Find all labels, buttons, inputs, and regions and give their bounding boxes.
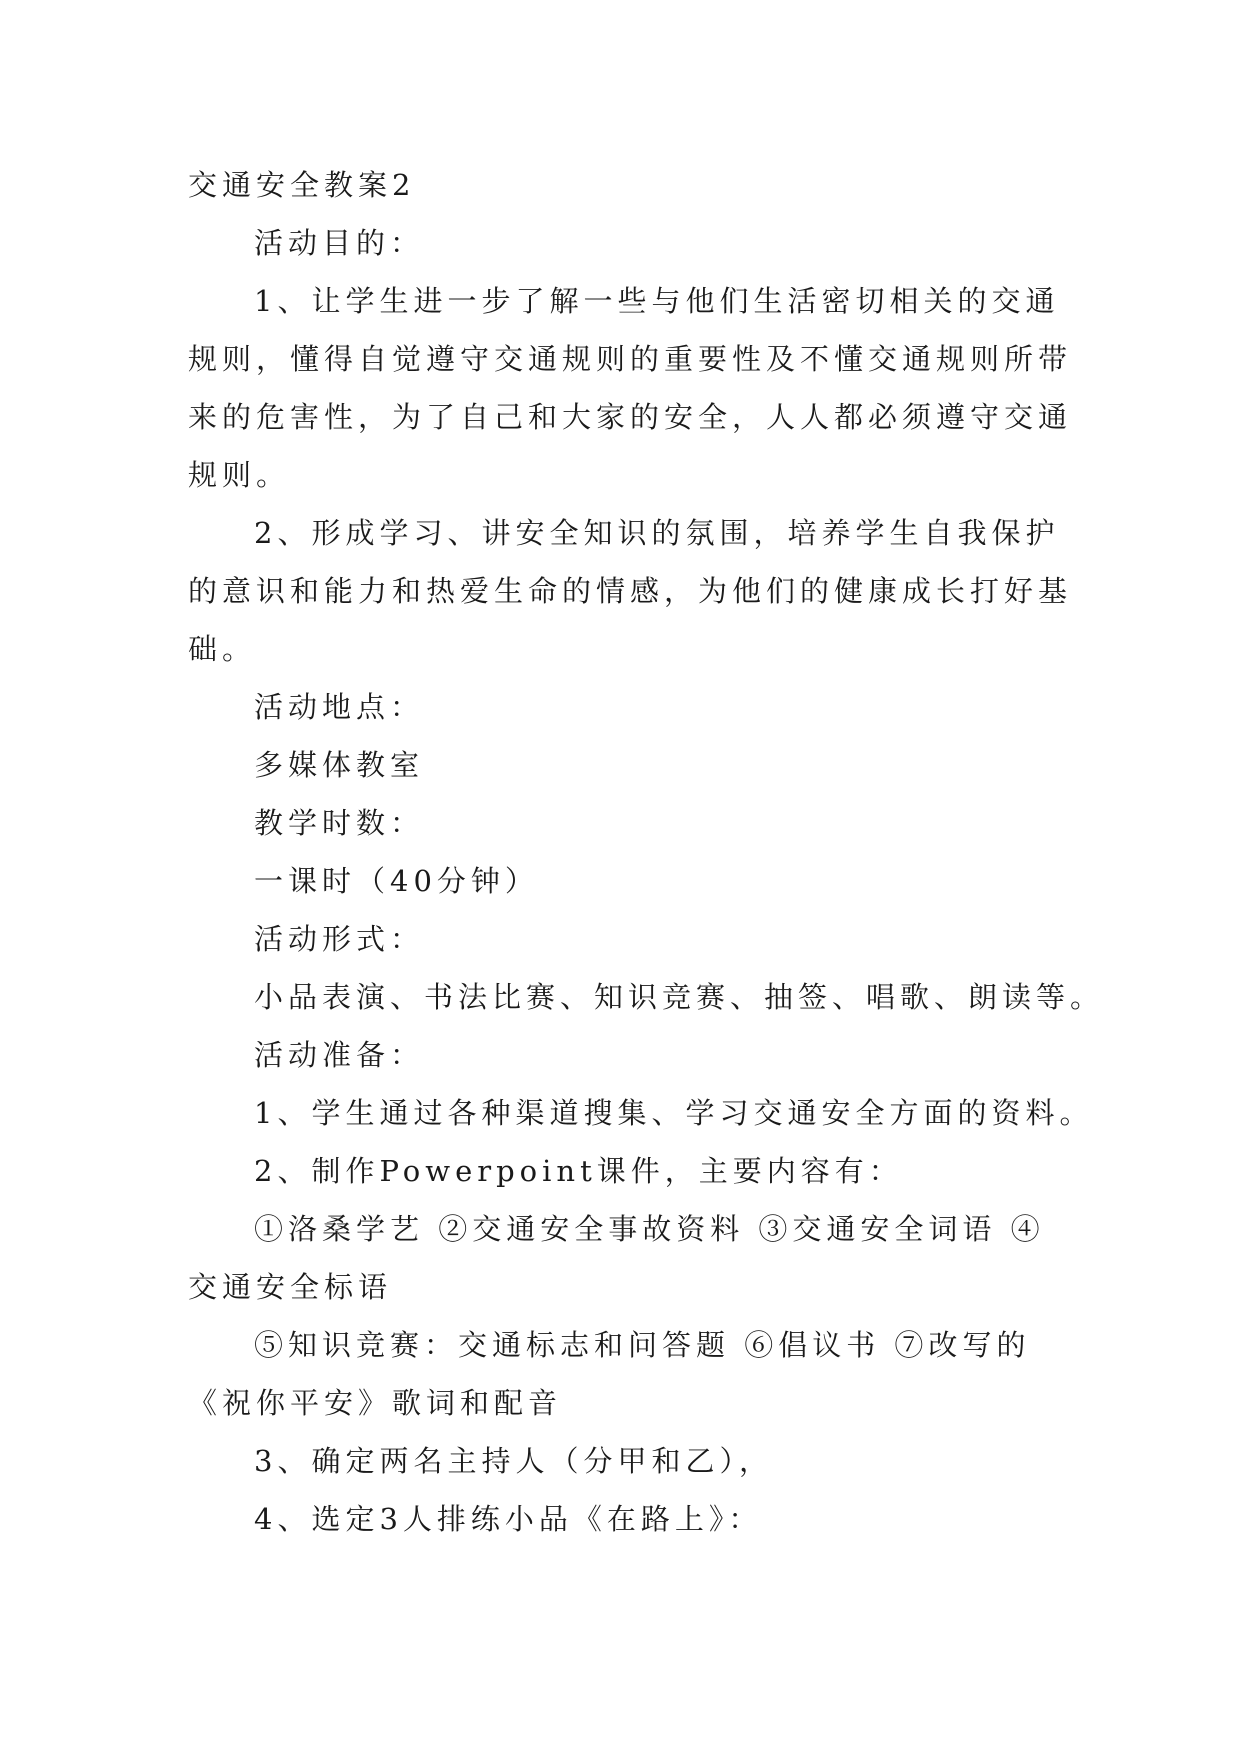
prep-list-a-line-1: ①洛桑学艺 ②交通安全事故资料 ③交通安全词语 ④ — [254, 1212, 1045, 1246]
purpose-item-2-line-1: 2、形成学习、讲安全知识的氛围，培养学生自我保护 — [254, 516, 1060, 550]
location-heading: 活动地点： — [254, 690, 425, 724]
location-value: 多媒体教室 — [254, 748, 425, 782]
prep-heading: 活动准备： — [254, 1038, 425, 1072]
prep-item-2: 2、制作Powerpoint课件，主要内容有： — [254, 1154, 903, 1188]
document-title: 交通安全教案2 — [188, 168, 416, 202]
prep-item-1: 1、学生通过各种渠道搜集、学习交通安全方面的资料。 — [254, 1096, 1094, 1130]
purpose-item-2-line-2: 的意识和能力和热爱生命的情感，为他们的健康成长打好基 — [188, 574, 1073, 608]
purpose-item-1-line-1: 1、让学生进一步了解一些与他们生活密切相关的交通 — [254, 284, 1060, 318]
prep-item-4: 4、选定3人排练小品《在路上》： — [254, 1502, 763, 1536]
document-body — [188, 156, 1105, 1548]
purpose-heading: 活动目的： — [254, 226, 425, 260]
purpose-item-1-line-4: 规则。 — [188, 458, 291, 492]
prep-list-b-line-2: 《祝你平安》歌词和配音 — [188, 1386, 563, 1420]
hours-heading: 教学时数： — [254, 806, 425, 840]
prep-list-b-line-1: ⑤知识竞赛：交通标志和问答题 ⑥倡议书 ⑦改写的 — [254, 1328, 1031, 1362]
purpose-item-1-line-2: 规则，懂得自觉遵守交通规则的重要性及不懂交通规则所带 — [188, 342, 1073, 376]
form-value: 小品表演、书法比赛、知识竞赛、抽签、唱歌、朗读等。 — [254, 980, 1105, 1014]
purpose-item-1-line-3: 来的危害性，为了自己和大家的安全，人人都必须遵守交通 — [188, 400, 1073, 434]
prep-item-3: 3、确定两名主持人（分甲和乙）， — [254, 1444, 773, 1478]
form-heading: 活动形式： — [254, 922, 425, 956]
purpose-item-2-line-3: 础。 — [188, 632, 257, 666]
prep-list-a-line-2: 交通安全标语 — [188, 1270, 393, 1304]
hours-value: 一课时（40分钟） — [254, 864, 539, 898]
